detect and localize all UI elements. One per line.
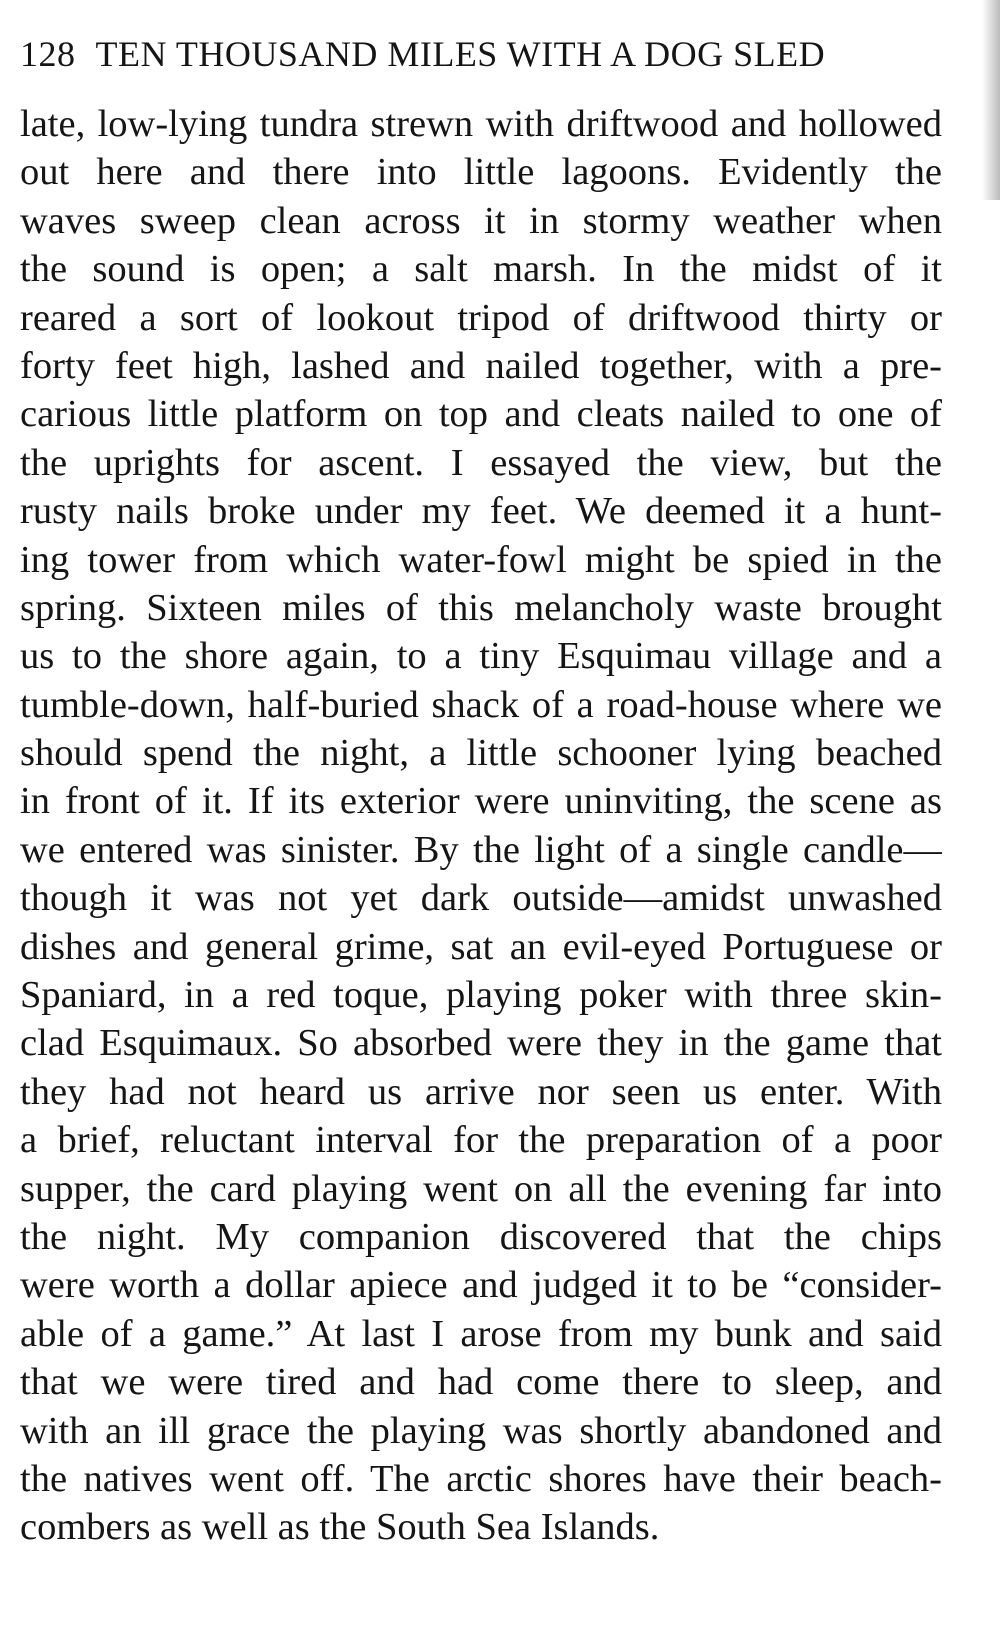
text-line: they had not heard us arrive nor seen us enter. With — [20, 1070, 942, 1113]
running-title: TEN THOUSAND MILES WITH A DOG SLED — [95, 34, 826, 74]
text-line: reared a sort of lookout tripod of driftwood thirty or — [20, 296, 942, 339]
text-line: dishes and general grime, sat an evil-eyed Portuguese or — [20, 925, 942, 968]
text-line: a brief, reluctant interval for the preparation of a poor — [20, 1119, 942, 1162]
text-line: should spend the night, a little schooner lying beached — [20, 732, 942, 775]
text-line: rusty nails broke under my feet. We deemed it a hunt- — [20, 490, 942, 533]
text-line: were worth a dollar apiece and judged it to be “consider- — [20, 1264, 942, 1307]
running-header — [20, 28, 940, 80]
page-number: 128 — [20, 34, 76, 74]
text-line: ing tower from which water-fowl might be spied in the — [20, 538, 942, 581]
page-edge-shadow — [982, 0, 1000, 200]
text-line: the sound is open; a salt marsh. In the midst of it — [20, 248, 942, 291]
text-line: out here and there into little lagoons. Evidently the — [20, 151, 942, 194]
text-line: us to the shore again, to a tiny Esquimau village and a — [20, 635, 942, 678]
text-line: forty feet high, lashed and nailed together, with a pre- — [20, 344, 942, 387]
text-line: late, low-lying tundra strewn with driftwood and hollowed — [20, 103, 942, 145]
text-line: though it was not yet dark outside—amidst unwashed — [20, 877, 942, 920]
text-line: carious little platform on top and cleats nailed to one of — [20, 393, 942, 436]
text-line: Spaniard, in a red toque, playing poker with three skin- — [20, 974, 942, 1017]
text-line: waves sweep clean across it in stormy weather when — [20, 199, 942, 242]
text-line: supper, the card playing went on all the evening far into — [20, 1167, 942, 1210]
text-line: combers as well as the South Sea Islands. — [20, 1506, 660, 1549]
text-line: clad Esquimaux. So absorbed were they in the game that — [20, 1022, 942, 1065]
text-line: able of a game.” At last I arose from my bunk and said — [20, 1312, 942, 1355]
text-line: with an ill grace the playing was shortly abandoned and — [20, 1409, 942, 1452]
text-line: spring. Sixteen miles of this melancholy waste brought — [20, 586, 942, 629]
body-text — [20, 100, 942, 1552]
text-line: in front of it. If its exterior were uninviting, the scene as — [20, 780, 942, 823]
text-line: tumble-down, half-buried shack of a road-house where we — [20, 683, 942, 726]
text-line: we entered was sinister. By the light of a single candle— — [20, 828, 942, 871]
text-line: the night. My companion discovered that the chips — [20, 1215, 942, 1258]
text-line: that we were tired and had come there to sleep, and — [20, 1361, 942, 1404]
text-line: the natives went off. The arctic shores have their beach- — [20, 1457, 942, 1500]
text-line: the uprights for ascent. I essayed the view, but the — [20, 441, 942, 484]
